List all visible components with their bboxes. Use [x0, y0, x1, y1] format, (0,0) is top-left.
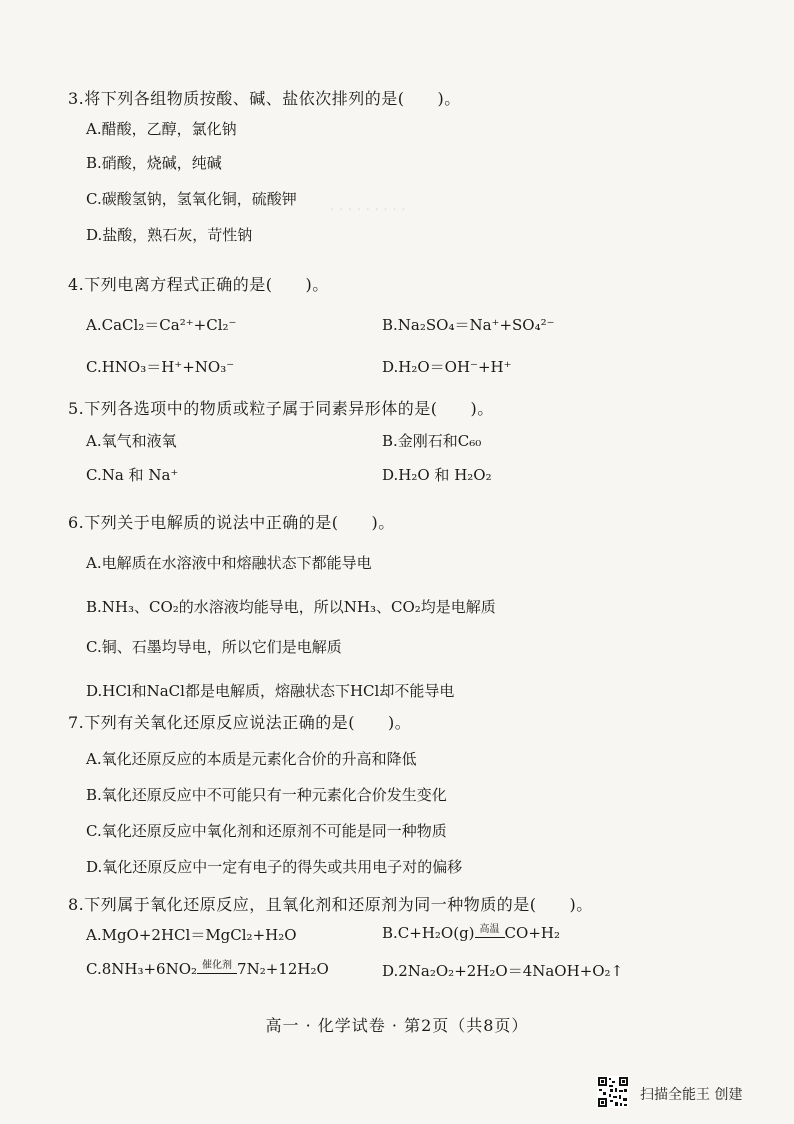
question-3-option-a: A.醋酸，乙醇，氯化钠: [86, 120, 237, 138]
question-4-option-c: C.HNO₃＝H⁺+NO₃⁻: [86, 358, 235, 376]
question-5-option-a: A.氧气和液氧: [86, 432, 177, 450]
question-8-option-b-products: CO+H₂: [504, 924, 560, 942]
question-5-option-b: B.金刚石和C₆₀: [382, 432, 482, 450]
question-8-option-b: [382, 924, 560, 942]
page-footer: 高一 · 化学试卷 · 第2页（共8页）: [265, 1016, 529, 1035]
question-4-stem: 4.下列电离方程式正确的是( )。: [68, 275, 329, 294]
question-8-option-c: [86, 960, 329, 978]
question-8-option-b-reactants: B.C+H₂O(g): [382, 924, 475, 942]
question-3-option-d: D.盐酸，熟石灰，苛性钠: [86, 226, 253, 244]
question-8-stem: 8.下列属于氧化还原反应，且氧化剂和还原剂为同一种物质的是( )。: [68, 895, 593, 914]
bleed-through-text: · · · · · · · · ·: [330, 202, 406, 218]
reaction-condition-label: 催化剂: [202, 960, 233, 971]
question-7-option-b: B.氧化还原反应中不可能只有一种元素化合价发生变化: [86, 786, 447, 804]
question-4-option-d: D.H₂O＝OH⁻+H⁺: [382, 358, 512, 376]
question-3-option-c: C.碳酸氢钠，氢氧化铜，硫酸钾: [86, 190, 297, 208]
question-5-option-c: C.Na 和 Na⁺: [86, 466, 179, 484]
question-6-option-b: B.NH₃、CO₂的水溶液均能导电，所以NH₃、CO₂均是电解质: [86, 598, 496, 616]
question-7-option-c: C.氧化还原反应中氧化剂和还原剂不可能是同一种物质: [86, 822, 447, 840]
question-5-stem: 5.下列各选项中的物质或粒子属于同素异形体的是( )。: [68, 399, 494, 418]
question-3-stem: 3.将下列各组物质按酸、碱、盐依次排列的是( )。: [68, 89, 461, 108]
question-7-option-d: D.氧化还原反应中一定有电子的得失或共用电子对的偏移: [86, 858, 463, 876]
question-8-option-d: D.2Na₂O₂+2H₂O＝4NaOH+O₂↑: [382, 962, 624, 980]
qr-code-icon: [597, 1076, 629, 1108]
question-7-option-a: A.氧化还原反应的本质是元素化合价的升高和降低: [86, 750, 417, 768]
question-5-option-d: D.H₂O 和 H₂O₂: [382, 466, 492, 484]
question-4-option-a: A.CaCl₂＝Ca²⁺+Cl₂⁻: [86, 316, 237, 334]
question-3-option-b: B.硝酸，烧碱，纯碱: [86, 154, 222, 172]
question-8-option-a: A.MgO+2HCl＝MgCl₂+H₂O: [86, 926, 297, 944]
question-8-option-c-reactants: C.8NH₃+6NO₂: [86, 960, 198, 978]
question-7-stem: 7.下列有关氧化还原反应说法正确的是( )。: [68, 713, 412, 732]
question-4-option-b: B.Na₂SO₄＝Na⁺+SO₄²⁻: [382, 316, 555, 334]
question-8-option-c-products: 7N₂+12H₂O: [237, 960, 329, 978]
question-6-option-a: A.电解质在水溶液中和熔融状态下都能导电: [86, 554, 372, 572]
reaction-condition-label: 高温: [479, 924, 500, 935]
reaction-arrow: [475, 924, 505, 938]
reaction-arrow: [197, 960, 237, 974]
question-6-stem: 6.下列关于电解质的说法中正确的是( )。: [68, 513, 395, 532]
scanner-watermark: 扫描全能王 创建: [640, 1087, 743, 1103]
question-6-option-d: D.HCl和NaCl都是电解质，熔融状态下HCl却不能导电: [86, 682, 455, 700]
question-6-option-c: C.铜、石墨均导电，所以它们是电解质: [86, 638, 342, 656]
